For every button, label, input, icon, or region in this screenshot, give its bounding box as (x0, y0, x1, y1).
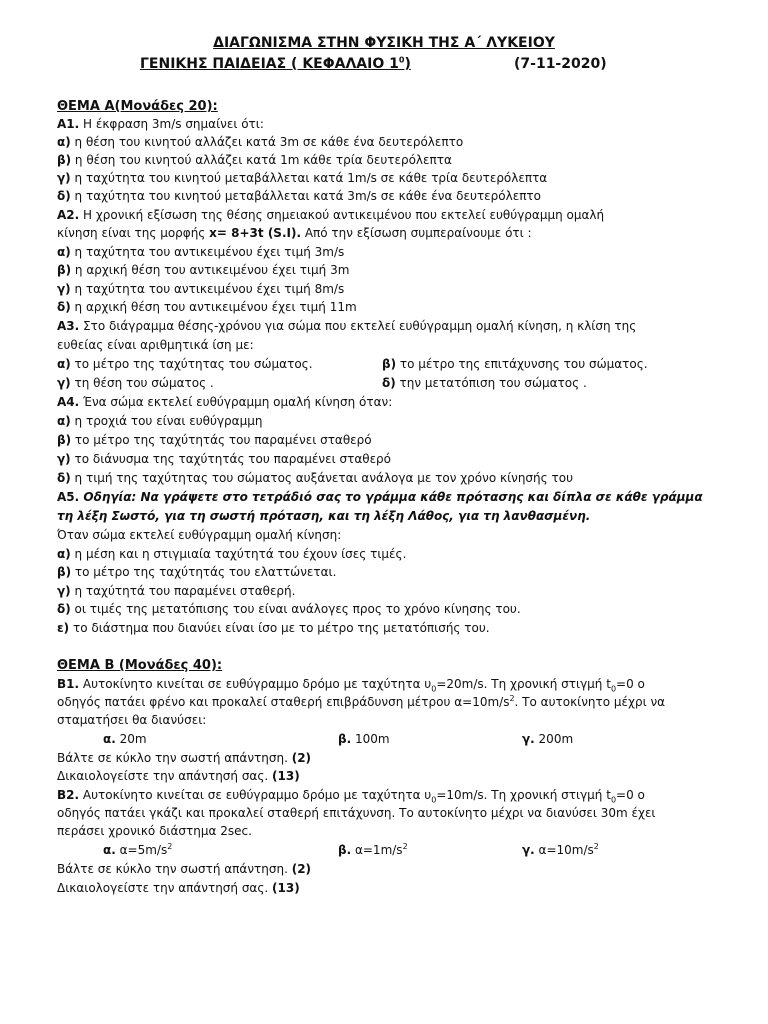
b2-circle-instruction (57, 860, 311, 878)
a4-option (57, 469, 573, 487)
b2-sub2: 0 (610, 795, 617, 805)
option-text: η τιμή της ταχύτητας του σώματος αυξάνεται ανάλογα με τον χρόνο κίνησής του (70, 471, 574, 485)
option-text: η ταχύτητά του παραμένει σταθερή. (70, 584, 296, 598)
subtitle-text: ΓΕΝΙΚΗΣ ΠΑΙΔΕΙΑΣ ( ΚΕΦΑΛΑΙΟ 1 (140, 56, 399, 72)
option-letter: ε) (57, 621, 70, 635)
b1-text-c: =0 ο (616, 677, 645, 691)
option-text: οι τιμές της μετατόπισης του είναι ανάλογες προς το χρόνο κίνησης του. (70, 602, 521, 616)
option-letter: β) (57, 433, 72, 447)
option-letter: γ) (57, 584, 71, 598)
option-text: η ταχύτητα του αντικειμένου έχει τιμή 3m/s (70, 245, 345, 259)
justify-points: (13) (272, 769, 300, 783)
a5-instruction-line1 (57, 488, 703, 506)
option-letter: β) (382, 357, 397, 371)
option-text: η ταχύτητα του κινητού μεταβάλλεται κατά 3m/s σε κάθε ένα δευτερόλεπτο (70, 189, 542, 203)
option-letter: δ) (57, 300, 71, 314)
a2-question (57, 206, 604, 224)
option-text: 200m (534, 732, 574, 746)
a1-option (57, 169, 547, 187)
b1-line2-b: . Το αυτοκίνητο μέχρι να (514, 695, 666, 709)
option-text: η τροχιά του είναι ευθύγραμμη (70, 414, 263, 428)
exam-date: (7-11-2020) (514, 56, 607, 72)
b1-option (103, 730, 147, 748)
a2-stem-post: Από την εξίσωση συμπεραίνουμε ότι : (301, 226, 532, 240)
option-letter: α) (57, 357, 71, 371)
option-letter: α) (57, 414, 71, 428)
option-letter: β) (57, 565, 72, 579)
b1-sub2: 0 (610, 684, 617, 694)
justify-points: (13) (272, 881, 300, 895)
option-text: η ταχύτητα του κινητού μεταβάλλεται κατά 1m/s σε κάθε τρία δευτερόλεπτα (70, 171, 548, 185)
b2-text-b: =10m/s. Τη χρονική στιγμή t (436, 788, 611, 802)
a5-option (57, 545, 406, 563)
option-letter: δ) (382, 376, 396, 390)
option-letter: γ. (522, 843, 535, 857)
option-letter: α. (103, 843, 116, 857)
option-sup: 2 (167, 842, 173, 851)
b1-text-a: Αυτοκίνητο κινείται σε ευθύγραμμο δρόμο με ταχύτητα υ (79, 677, 432, 691)
b2-text-c: =0 ο (616, 788, 645, 802)
circle-points: (2) (291, 751, 312, 765)
b1-option (338, 730, 390, 748)
b2-sub: 0 (431, 795, 437, 805)
a1-option (57, 151, 452, 169)
b2-option (522, 841, 599, 859)
b1-line2 (57, 693, 665, 711)
b2-text-a: Αυτοκίνητο κινείται σε ευθύγραμμο δρόμο με ταχύτητα υ (79, 788, 432, 802)
exam-subtitle (140, 56, 620, 72)
option-text: α=1m/s (351, 843, 403, 857)
a1-option (57, 187, 541, 205)
a5-option (57, 600, 521, 618)
a2-option (57, 243, 344, 261)
b1-line2-a: οδηγός πατάει φρένο και προκαλεί σταθερή επιβράδυνση μέτρου α=10m/s (57, 695, 510, 709)
a3-option (57, 355, 313, 373)
option-letter: γ) (57, 376, 71, 390)
b2-number: Β2. (57, 788, 80, 802)
a5-option (57, 582, 295, 600)
option-text: το μέτρο της επιτάχυνσης του σώματος. (396, 357, 648, 371)
a5-instruction: Οδηγία: Να γράψετε στο τετράδιό σας το γράμμα κάθε πρότασης και δίπλα σε κάθε γράμμα (79, 490, 703, 504)
option-sup: 2 (593, 842, 599, 851)
option-letter: α) (57, 547, 71, 561)
a3-stem-line2: ευθείας είναι αριθμητικά ίση με: (57, 338, 254, 352)
b2-option (103, 841, 172, 859)
option-text: η ταχύτητα του αντικειμένου έχει τιμή 8m/s (70, 282, 345, 296)
option-text: η θέση του κινητού αλλάζει κατά 3m σε κάθε ένα δευτερόλεπτο (70, 135, 464, 149)
option-text: το διάνυσμα της ταχύτητάς του παραμένει σταθερό (70, 452, 392, 466)
a3-option (382, 355, 648, 373)
a4-number: Α4. (57, 395, 80, 409)
b1-circle-instruction (57, 749, 311, 767)
option-letter: β. (338, 843, 352, 857)
b2-justify-instruction (57, 879, 300, 897)
theme-a-heading: ΘΕΜΑ Α(Μονάδες 20): (57, 99, 218, 114)
subtitle-sup: 0 (398, 55, 405, 65)
b2-line1 (57, 786, 645, 804)
option-text: η μέση και η στιγμιαία ταχύτητά του έχουν ίσες τιμές. (70, 547, 407, 561)
b1-line2-sup: 2 (509, 694, 515, 703)
option-text: το διάστημα που διανύει είναι ίσο με το μέτρο της μετατόπισής του. (69, 621, 490, 635)
option-text: η θέση του κινητού αλλάζει κατά 1m κάθε τρία δευτερόλεπτα (71, 153, 452, 167)
theme-b-heading: ΘΕΜΑ Β (Μονάδες 40): (57, 658, 223, 673)
a4-option (57, 412, 262, 430)
exam-title: ΔΙΑΓΩΝΙΣΜΑ ΣΤΗΝ ΦΥΣΙΚΗ ΤΗΣ Α΄ ΛΥΚΕΙΟΥ (213, 35, 555, 51)
option-letter: β. (338, 732, 352, 746)
b1-line1 (57, 675, 645, 693)
option-text: 20m (115, 732, 147, 746)
option-letter: β) (57, 263, 72, 277)
a2-option (57, 298, 357, 316)
a5-number: Α5. (57, 490, 80, 504)
a4-question (57, 393, 392, 411)
a2-equation: x= 8+3t (S.I). (209, 226, 302, 240)
option-text: 100m (351, 732, 390, 746)
justify-text: Δικαιολογείστε την απάντησή σας. (57, 769, 273, 783)
option-text: α=10m/s (534, 843, 594, 857)
option-letter: δ) (57, 471, 71, 485)
a2-stem-pre: κίνηση είναι της μορφής (57, 226, 210, 240)
a1-number: Α1. (57, 117, 80, 131)
a3-option (382, 374, 587, 392)
b1-option (522, 730, 573, 748)
a1-option (57, 133, 463, 151)
b1-line3: σταματήσει θα διανύσει: (57, 713, 207, 727)
justify-text: Δικαιολογείστε την απάντησή σας. (57, 881, 273, 895)
b1-sub: 0 (431, 684, 437, 694)
option-text: το μέτρο της ταχύτητας του σώματος. (70, 357, 313, 371)
a4-stem: Ένα σώμα εκτελεί ευθύγραμμη ομαλή κίνηση όταν: (79, 395, 393, 409)
a2-option (57, 261, 349, 279)
a5-option (57, 619, 490, 637)
b1-number: Β1. (57, 677, 80, 691)
option-text: α=5m/s (115, 843, 168, 857)
a5-stem: Όταν σώμα εκτελεί ευθύγραμμη ομαλή κίνηση: (57, 528, 342, 542)
option-letter: β) (57, 153, 72, 167)
a4-option (57, 450, 391, 468)
a3-question (57, 317, 636, 335)
a2-stem-line2 (57, 224, 532, 242)
a1-stem: Η έκφραση 3m/s σημαίνει ότι: (79, 117, 264, 131)
a4-option (57, 431, 372, 449)
option-letter: γ. (522, 732, 535, 746)
option-letter: δ) (57, 602, 71, 616)
option-text: τη θέση του σώματος . (70, 376, 214, 390)
circle-text: Βάλτε σε κύκλο την σωστή απάντηση. (57, 751, 292, 765)
subtitle-end: ) (404, 56, 411, 72)
option-text: η αρχική θέση του αντικειμένου έχει τιμή 11m (70, 300, 357, 314)
b2-line3: περάσει χρονικό διάστημα 2sec. (57, 824, 252, 838)
option-text: το μέτρο της ταχύτητάς του ελαττώνεται. (71, 565, 337, 579)
option-letter: α) (57, 135, 71, 149)
a5-option (57, 563, 336, 581)
a2-option (57, 280, 344, 298)
a3-option (57, 374, 214, 392)
option-letter: α. (103, 732, 116, 746)
a5-instruction-line2: τη λέξη Σωστό, για τη σωστή πρόταση, και τη λέξη Λάθος, για τη λανθασμένη. (57, 509, 591, 523)
circle-text: Βάλτε σε κύκλο την σωστή απάντηση. (57, 862, 292, 876)
option-letter: γ) (57, 282, 71, 296)
option-letter: γ) (57, 171, 71, 185)
b2-line2: οδηγός πατάει γκάζι και προκαλεί σταθερή επιτάχυνση. Το αυτοκίνητο μέχρι να διανύσει 30m έχει (57, 806, 656, 820)
a1-question (57, 115, 264, 133)
b2-option (338, 841, 408, 859)
option-text: το μέτρο της ταχύτητάς του παραμένει σταθερό (71, 433, 372, 447)
option-text: η αρχική θέση του αντικειμένου έχει τιμή 3m (71, 263, 350, 277)
b1-text-b: =20m/s. Τη χρονική στιγμή t (436, 677, 611, 691)
circle-points: (2) (291, 862, 312, 876)
option-text: την μετατόπιση του σώματος . (395, 376, 587, 390)
option-sup: 2 (402, 842, 408, 851)
b1-justify-instruction (57, 767, 300, 785)
a3-stem-line1: Στο διάγραμμα θέσης-χρόνου για σώμα που εκτελεί ευθύγραμμη ομαλή κίνηση, η κλίση της (79, 319, 637, 333)
option-letter: γ) (57, 452, 71, 466)
option-letter: δ) (57, 189, 71, 203)
a2-number: Α2. (57, 208, 80, 222)
option-letter: α) (57, 245, 71, 259)
a3-number: Α3. (57, 319, 80, 333)
a2-stem-line1: Η χρονική εξίσωση της θέσης σημειακού αντικειμένου που εκτελεί ευθύγραμμη ομαλή (79, 208, 605, 222)
